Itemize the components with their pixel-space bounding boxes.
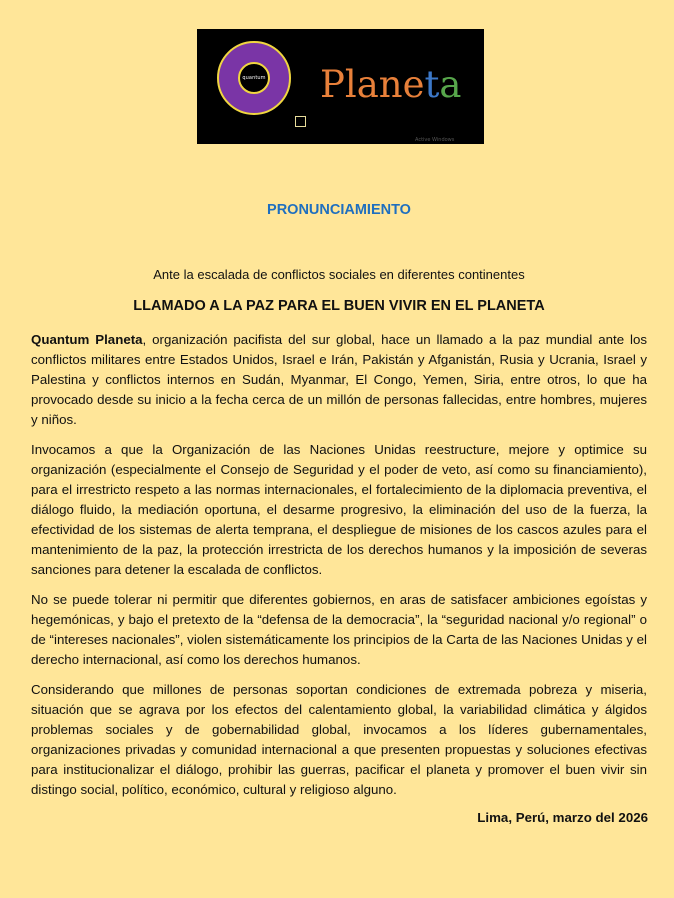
square-icon xyxy=(295,116,306,127)
brand-part-3: a xyxy=(439,63,462,106)
quantum-planeta-logo xyxy=(197,29,484,144)
brand-part-1: Plane xyxy=(320,63,425,106)
ring-label: quantum xyxy=(242,75,266,81)
document-heading: LLAMADO A LA PAZ PARA EL BUEN VIVIR EN EL PLANETA xyxy=(133,298,545,314)
quantum-ring-icon xyxy=(217,41,291,115)
signature-line: Lima, Perú, marzo del 2026 xyxy=(477,810,648,825)
paragraph-1-text: , organización pacifista del sur global, hace un llamado a la paz mundial ante los conflictos militares entre Estados Unidos, Israel e Irán, Pakistán y Afganistán, Rusia y Ucrania, Israel y Palestina y conflictos internos en Sudán, Myanmar, El Congo, Yemen, Siria, entre otros, lo que ha provocado desde su inicio a la fecha cerca de un millón de personas fallecidas, entre hombres, mujeres y niños. xyxy=(31,332,647,427)
watermark-text: Active Windows xyxy=(415,137,455,143)
organization-name: Quantum Planeta xyxy=(31,332,143,347)
paragraph-2: Invocamos a que la Organización de las Naciones Unidas reestructure, mejore y optimice su organización (especialmente el Consejo de Seguridad y el poder de veto, así como su financiamiento), para el irrestricto respeto a las normas internacionales, el fortalecimiento de la diplomacia preventiva, el diálogo fluido, la mediación oportuna, el desarme progresivo, la eliminación del uso de la fuerza, la efectividad de los sistemas de alerta temprana, el despliegue de misiones de los cascos azules para el mantenimiento de la paz, la protección irrestricta de los derechos humanos y la imposición de severas sanciones para detener la escalada de conflictos. xyxy=(31,442,647,577)
brand-wordmark xyxy=(320,63,461,107)
paragraph-1 xyxy=(31,330,647,430)
paragraph-4: Considerando que millones de personas soportan condiciones de extremada pobreza y miseria, situación que se agrava por los efectos del calentamiento global, la variabilidad climática y álgidos problemas sociales y de gobernabilidad global, invocamos a los líderes gubernamentales, organizaciones privadas y comunidad internacional a que presenten propuestas y soluciones efectivas para institucionalizar el diálogo, prohibir las guerras, pacificar el planeta y promover el buen vivir sin distingo social, político, económico, cultural y religioso alguno. xyxy=(31,682,647,797)
brand-part-2: t xyxy=(424,63,440,106)
paragraph-3: No se puede tolerar ni permitir que diferentes gobiernos, en aras de satisfacer ambiciones egoístas y hegemónicas, y bajo el pretexto de la “defensa de la democracia”, la “seguridad nacional y/o regional” o de “intereses nacionales”, violen sistemáticamente los principios de la Carta de las Naciones Unidas y el derecho internacional, así como los derechos humanos. xyxy=(31,592,647,667)
document-title: PRONUNCIAMIENTO xyxy=(267,202,411,218)
ring-center xyxy=(238,62,270,94)
document-subtitle: Ante la escalada de conflictos sociales en diferentes continentes xyxy=(153,267,525,282)
